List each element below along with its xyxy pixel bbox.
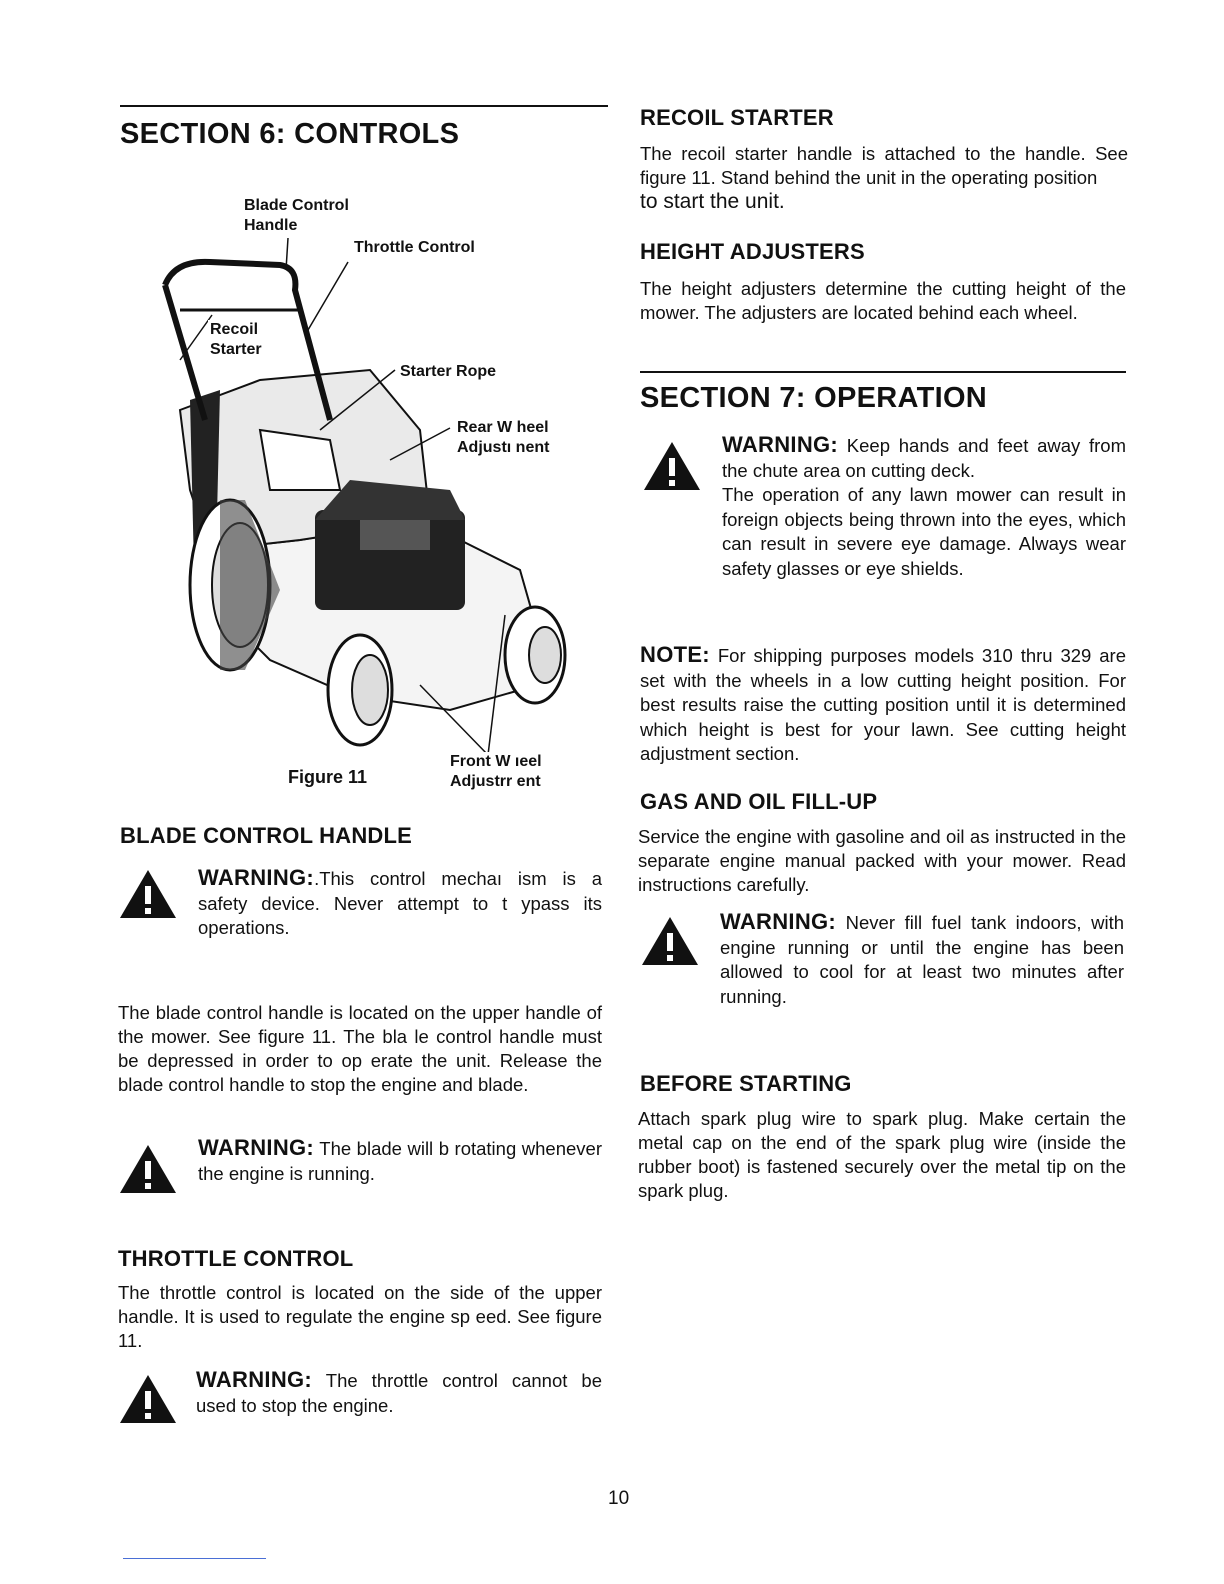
- before-paragraph: Attach spark plug wire to spark plug. Make certain the metal cap on the end of the spark plug wire (inside the rubber boot) is fastened securely over the metal tip on the spark plug.: [638, 1108, 1126, 1201]
- height-adjusters-heading: HEIGHT ADJUSTERS: [640, 239, 865, 264]
- label-front-wheel-adjustment: [448, 752, 544, 792]
- warning-label: WARNING:: [720, 909, 837, 934]
- warning-text: Never fill fuel tank indoors, with engine running or until the engine has been allowed to cool for at least two minutes after running.: [720, 912, 1124, 1007]
- section6-title: SECTION 6: CONTROLS: [120, 118, 460, 150]
- operation-warning: [722, 433, 1126, 581]
- warning-text: The blade will b rotating whenever the engine is running.: [198, 1138, 602, 1184]
- warning-triangle-icon: [118, 1373, 178, 1425]
- label-front-wheel-line2: Adjustrr ent: [450, 773, 541, 790]
- warning-text: The throttle control cannot be used to stop the engine.: [196, 1370, 602, 1416]
- height-paragraph: The height adjusters determine the cutting height of the mower. The adjusters are located behind each wheel.: [640, 278, 1126, 323]
- blade-control-heading: BLADE CONTROL HANDLE: [120, 823, 413, 848]
- label-recoil-line1: Recoil: [210, 321, 259, 338]
- label-blade-control-handle: [244, 196, 349, 236]
- warning-triangle-icon: [642, 440, 702, 492]
- label-rear-wheel-line2: Adjustı nent: [457, 439, 550, 456]
- warning-label: WARNING:: [198, 865, 315, 890]
- label-recoil-line2: Starter: [210, 341, 262, 358]
- label-rear-wheel-adjustment: [455, 418, 551, 458]
- before-starting-heading: BEFORE STARTING: [640, 1071, 852, 1096]
- warning-triangle-icon: [118, 1143, 178, 1195]
- note-text: For shipping purposes models 310 thru 329 are set with the wheels in a low cutting height position. For best results raise the cutting position until it is determined which height is best for your lawn. See cutting height adjustment section.: [640, 645, 1126, 764]
- warning-label: WARNING:: [196, 1367, 313, 1392]
- warning-label: WARNING:: [722, 432, 839, 457]
- blade-warning-2: [198, 1136, 602, 1186]
- figure-caption: Figure 11: [288, 767, 368, 787]
- label-starter-rope: Starter Rope: [400, 363, 497, 380]
- blade-warning: [198, 866, 602, 941]
- fuel-warning: [720, 910, 1124, 1009]
- page-number: 10: [608, 1488, 630, 1509]
- warning-triangle-icon: [118, 868, 178, 920]
- gas-paragraph: Service the engine with gasoline and oil as instructed in the separate engine manual packed with your mower. Read instructions carefully.: [638, 826, 1126, 895]
- recoil-paragraph: [640, 142, 1128, 214]
- label-front-wheel-line1: Front W ıeel: [450, 753, 542, 770]
- warning-label: WARNING:: [198, 1135, 315, 1160]
- gas-oil-heading: GAS AND OIL FILL-UP: [640, 789, 878, 814]
- recoil-paragraph-b: to start the unit.: [640, 190, 785, 213]
- throttle-heading: THROTTLE CONTROL: [118, 1246, 354, 1271]
- label-blade-control-line1: Blade Control: [244, 197, 349, 214]
- footer-line: [123, 1558, 266, 1559]
- note-label: NOTE:: [640, 642, 710, 667]
- label-rear-wheel-line1: Rear W heel: [457, 419, 549, 436]
- figure-11: [120, 190, 610, 800]
- blade-paragraph: The blade control handle is located on the upper handle of the mower. See figure 11. The bla le control handle must be depressed in order to op erate the unit. Release the blade control handle to stop the engine and blade.: [118, 1002, 602, 1095]
- section7-rule: [640, 371, 1126, 373]
- label-throttle-control: Throttle Control: [354, 239, 475, 256]
- warning-text: .This control mechaı ism is a safety device. Never attempt to t ypass its operations.: [198, 868, 602, 938]
- lawn-mower-illustration: [120, 190, 610, 800]
- recoil-paragraph-a: The recoil starter handle is attached to the handle. See figure 11. Stand behind the unit in the operating position: [640, 143, 1128, 188]
- warning-triangle-icon: [640, 915, 700, 967]
- label-recoil-starter: [208, 320, 264, 360]
- label-blade-control-line2: Handle: [244, 217, 298, 234]
- recoil-starter-heading: RECOIL STARTER: [640, 105, 834, 130]
- throttle-warning: [196, 1368, 602, 1418]
- section7-title: SECTION 7: OPERATION: [640, 382, 988, 414]
- warning-text: Keep hands and feet away from the chute area on cutting deck.: [722, 435, 1126, 481]
- throttle-paragraph: The throttle control is located on the side of the upper handle. It is used to regulate the engine sp eed. See figure 11.: [118, 1282, 602, 1351]
- note: [640, 643, 1126, 767]
- section6-rule: [120, 105, 608, 107]
- warning-text-2: The operation of any lawn mower can result in foreign objects being thrown into the eyes, which can result in severe eye damage. Always wear safety glasses or eye shields.: [722, 484, 1126, 579]
